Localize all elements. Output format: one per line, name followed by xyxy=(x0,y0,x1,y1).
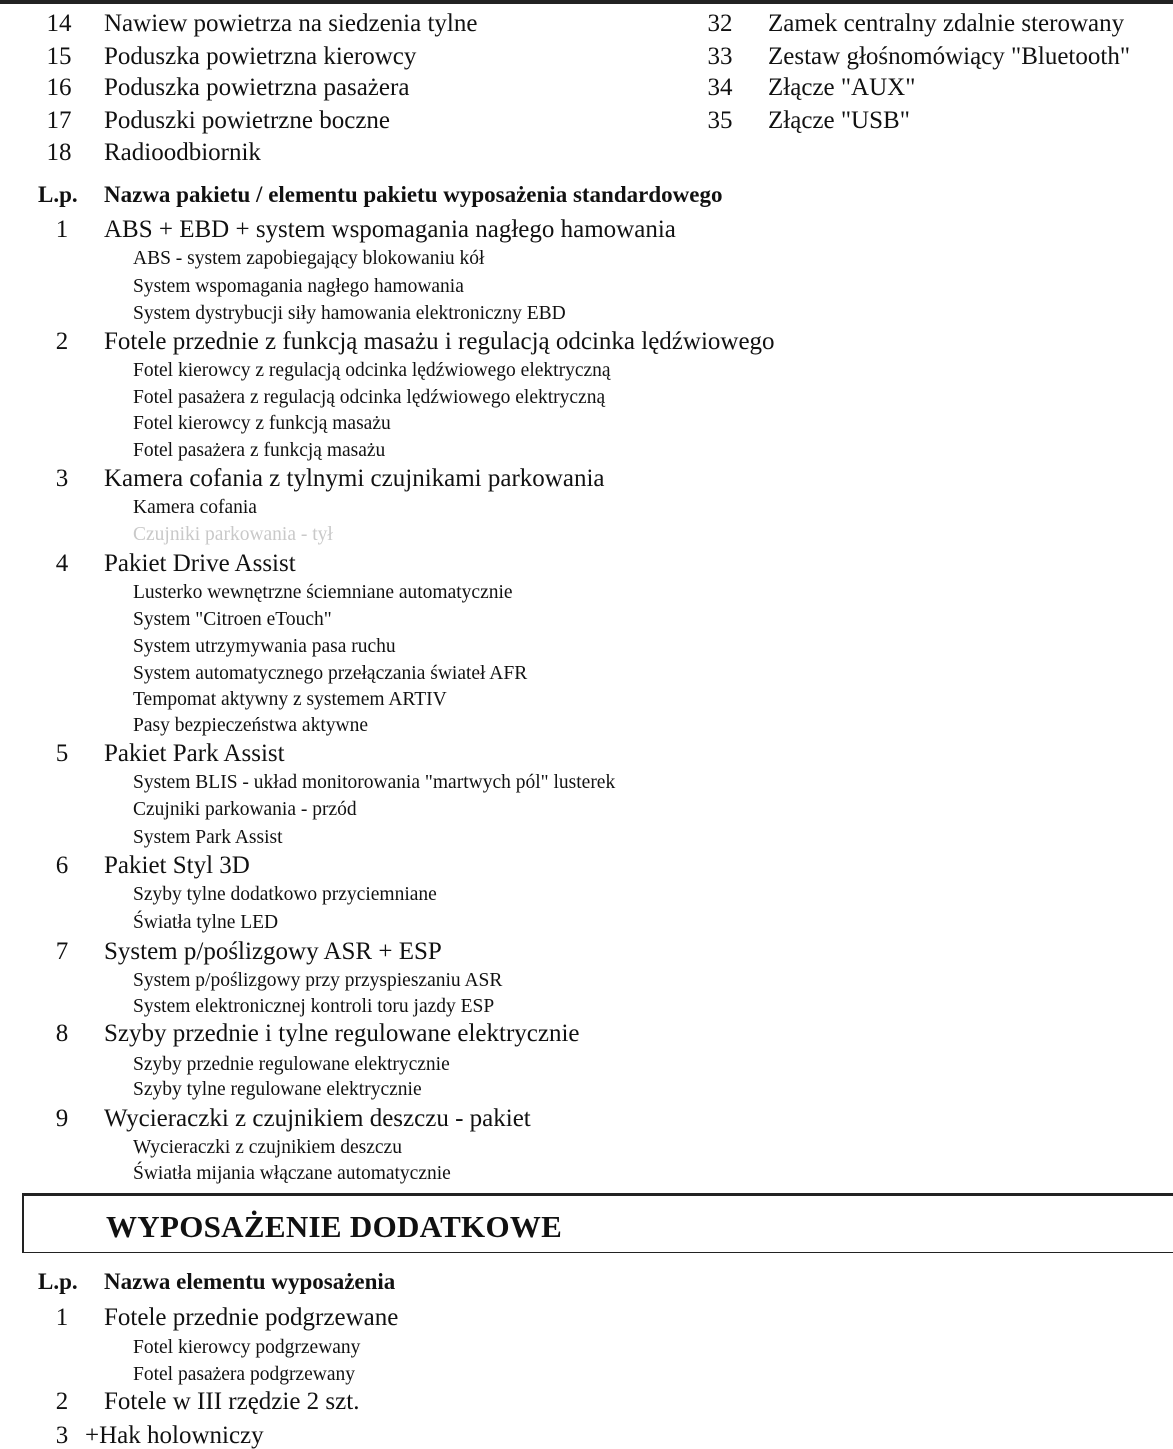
package-item: Fotel kierowcy z funkcją masażu xyxy=(133,413,391,434)
package-item: System BLIS - układ monitorowania "martwych pól" lusterek xyxy=(133,772,616,793)
package-name: Pakiet Park Assist xyxy=(104,740,285,767)
package-item: System wspomagania nagłego hamowania xyxy=(133,276,464,297)
package-item: System Park Assist xyxy=(133,827,283,848)
package-item: System elektronicznej kontroli toru jazdy ESP xyxy=(133,996,495,1017)
item-number: 17 xyxy=(46,107,72,134)
package-item: Fotel kierowcy z regulacją odcinka lędźwiowego elektryczną xyxy=(133,360,611,381)
item-number: 35 xyxy=(707,107,733,134)
package-item: Wycieraczki z czujnikiem deszczu xyxy=(133,1137,402,1158)
additional-number: 2 xyxy=(55,1388,69,1415)
package-name: System p/poślizgowy ASR + ESP xyxy=(104,938,442,965)
item-label: Radioodbiornik xyxy=(104,139,261,166)
package-item: System dystrybucji siły hamowania elektroniczny EBD xyxy=(133,303,566,324)
additional-name: +Hak holowniczy xyxy=(85,1422,264,1449)
additional-subitem: Fotel kierowcy podgrzewany xyxy=(133,1337,361,1358)
section-title: WYPOSAŻENIE DODATKOWE xyxy=(106,1209,563,1244)
package-name: ABS + EBD + system wspomagania nagłego hamowania xyxy=(104,216,676,243)
item-label: Poduszki powietrzne boczne xyxy=(104,107,391,134)
package-item: Tempomat aktywny z systemem ARTIV xyxy=(133,689,447,710)
package-item: Czujniki parkowania - tył xyxy=(133,524,333,545)
package-number: 4 xyxy=(55,550,69,577)
additional-name: Fotele w III rzędzie 2 szt. xyxy=(104,1388,360,1415)
section-box xyxy=(22,1193,1173,1253)
package-number: 3 xyxy=(55,465,69,492)
package-number: 6 xyxy=(55,852,69,879)
package-item: Lusterko wewnętrzne ściemniane automatycznie xyxy=(133,582,513,603)
package-name: Fotele przednie z funkcją masażu i regulacją odcinka lędźwiowego xyxy=(104,328,775,355)
additional-subitem: Fotel pasażera podgrzewany xyxy=(133,1364,355,1385)
package-name: Kamera cofania z tylnymi czujnikami parkowania xyxy=(104,465,605,492)
item-number: 32 xyxy=(707,10,733,37)
package-item: Pasy bezpieczeństwa aktywne xyxy=(133,715,368,736)
package-number: 1 xyxy=(55,216,69,243)
package-number: 5 xyxy=(55,740,69,767)
name-header: Nazwa elementu wyposażenia xyxy=(104,1269,396,1294)
additional-number: 1 xyxy=(55,1304,69,1331)
package-number: 9 xyxy=(55,1105,69,1132)
item-number: 18 xyxy=(46,139,72,166)
item-label: Zestaw głośnomówiący "Bluetooth" xyxy=(768,43,1131,70)
package-item: System utrzymywania pasa ruchu xyxy=(133,636,396,657)
package-item: System p/poślizgowy przy przyspieszaniu ASR xyxy=(133,970,503,991)
name-header: Nazwa pakietu / elementu pakietu wyposażenia standardowego xyxy=(104,182,723,207)
package-name: Wycieraczki z czujnikiem deszczu - pakiet xyxy=(104,1105,531,1132)
package-item: Kamera cofania xyxy=(133,497,257,518)
package-number: 2 xyxy=(55,328,69,355)
package-item: Światła tylne LED xyxy=(133,912,279,933)
item-label: Złącze "USB" xyxy=(768,107,910,134)
item-number: 14 xyxy=(46,10,72,37)
additional-number: 3 xyxy=(55,1422,69,1449)
lp-header: L.p. xyxy=(38,182,78,207)
package-item: Fotel pasażera z regulacją odcinka lędźwiowego elektryczną xyxy=(133,387,606,408)
package-name: Szyby przednie i tylne regulowane elektrycznie xyxy=(104,1020,580,1047)
item-number: 16 xyxy=(46,74,72,101)
item-label: Poduszka powietrzna pasażera xyxy=(104,74,410,101)
package-name: Pakiet Styl 3D xyxy=(104,852,250,879)
lp-header: L.p. xyxy=(38,1269,78,1294)
item-number: 15 xyxy=(46,43,72,70)
package-item: Fotel pasażera z funkcją masażu xyxy=(133,440,386,461)
package-item: Światła mijania włączane automatycznie xyxy=(133,1163,451,1184)
item-label: Złącze "AUX" xyxy=(768,74,916,101)
package-name: Pakiet Drive Assist xyxy=(104,550,296,577)
package-item: System "Citroen eTouch" xyxy=(133,609,332,630)
package-number: 8 xyxy=(55,1020,69,1047)
package-item: Szyby tylne regulowane elektrycznie xyxy=(133,1079,422,1100)
item-label: Poduszka powietrzna kierowcy xyxy=(104,43,417,70)
package-item: System automatycznego przełączania świateł AFR xyxy=(133,663,528,684)
additional-name: Fotele przednie podgrzewane xyxy=(104,1304,399,1331)
package-item: Szyby tylne dodatkowo przyciemniane xyxy=(133,884,437,905)
package-item: Czujniki parkowania - przód xyxy=(133,799,357,820)
item-label: Nawiew powietrza na siedzenia tylne xyxy=(104,10,478,37)
package-item: ABS - system zapobiegający blokowaniu kół xyxy=(133,248,485,269)
package-number: 7 xyxy=(55,938,69,965)
top-rule xyxy=(0,0,1173,4)
item-number: 34 xyxy=(707,74,733,101)
item-label: Zamek centralny zdalnie sterowany xyxy=(768,10,1125,37)
item-number: 33 xyxy=(707,43,733,70)
package-item: Szyby przednie regulowane elektrycznie xyxy=(133,1054,450,1075)
